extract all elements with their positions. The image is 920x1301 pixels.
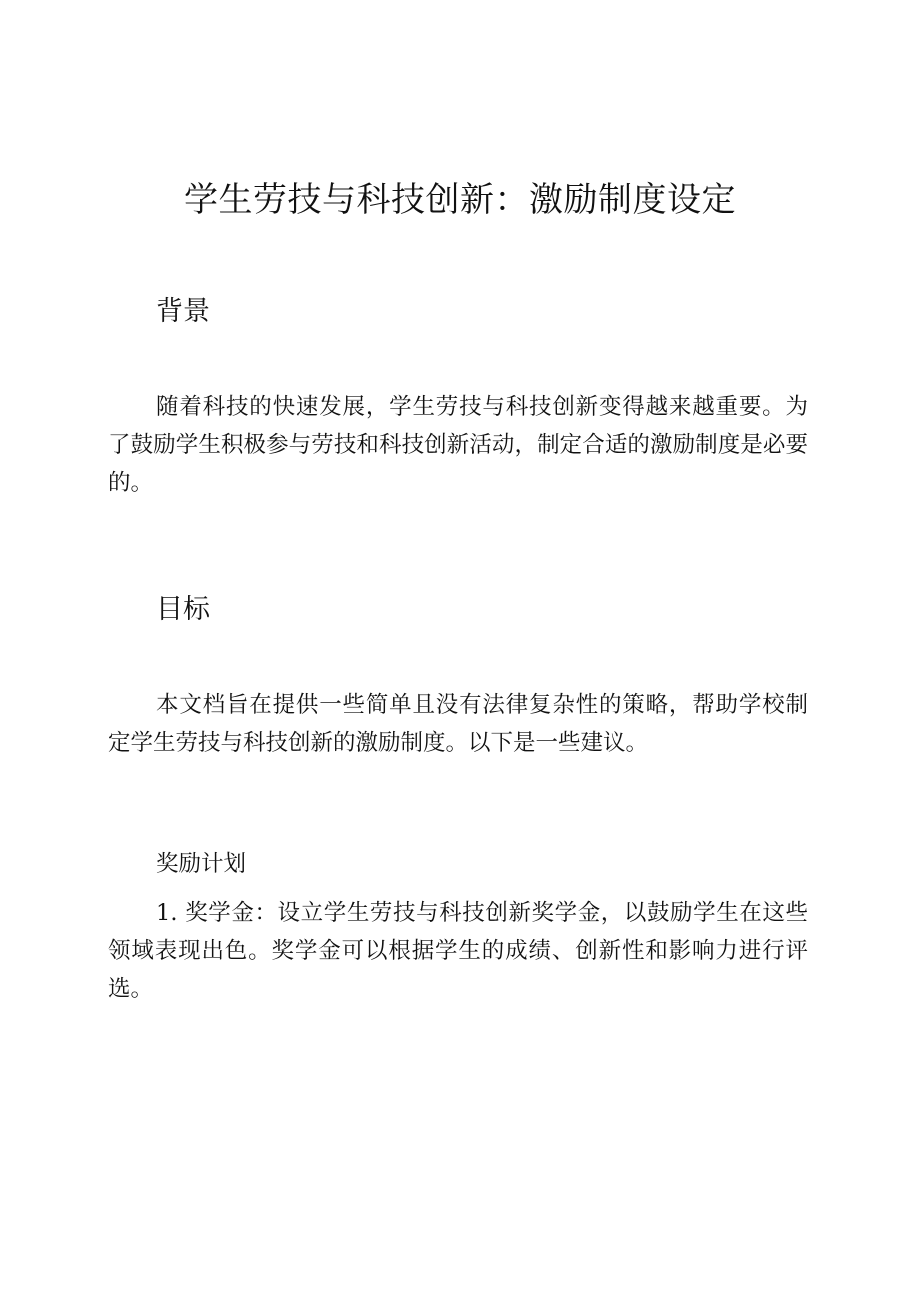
section-heading-background: 背景: [156, 296, 210, 327]
reward-plan-heading: 奖励计划: [156, 851, 247, 877]
section-paragraph-background: 随着科技的快速发展，学生劳技与科技创新变得越来越重要。为了鼓励学生积极参与劳技和科技创新活动，制定合适的激励制度是必要的。: [108, 394, 808, 496]
section-paragraph-goal: 本文档旨在提供一些简单且没有法律复杂性的策略，帮助学校制定学生劳技与科技创新的激励制度。以下是一些建议。: [108, 692, 808, 756]
document-title: 学生劳技与科技创新：激励制度设定: [184, 180, 736, 220]
section-heading-goal: 目标: [156, 594, 210, 625]
reward-plan-item-scholarship: 1. 奖学金：设立学生劳技与科技创新奖学金，以鼓励学生在这些领域表现出色。奖学金可以根据学生的成绩、创新性和影响力进行评选。: [108, 900, 808, 1002]
